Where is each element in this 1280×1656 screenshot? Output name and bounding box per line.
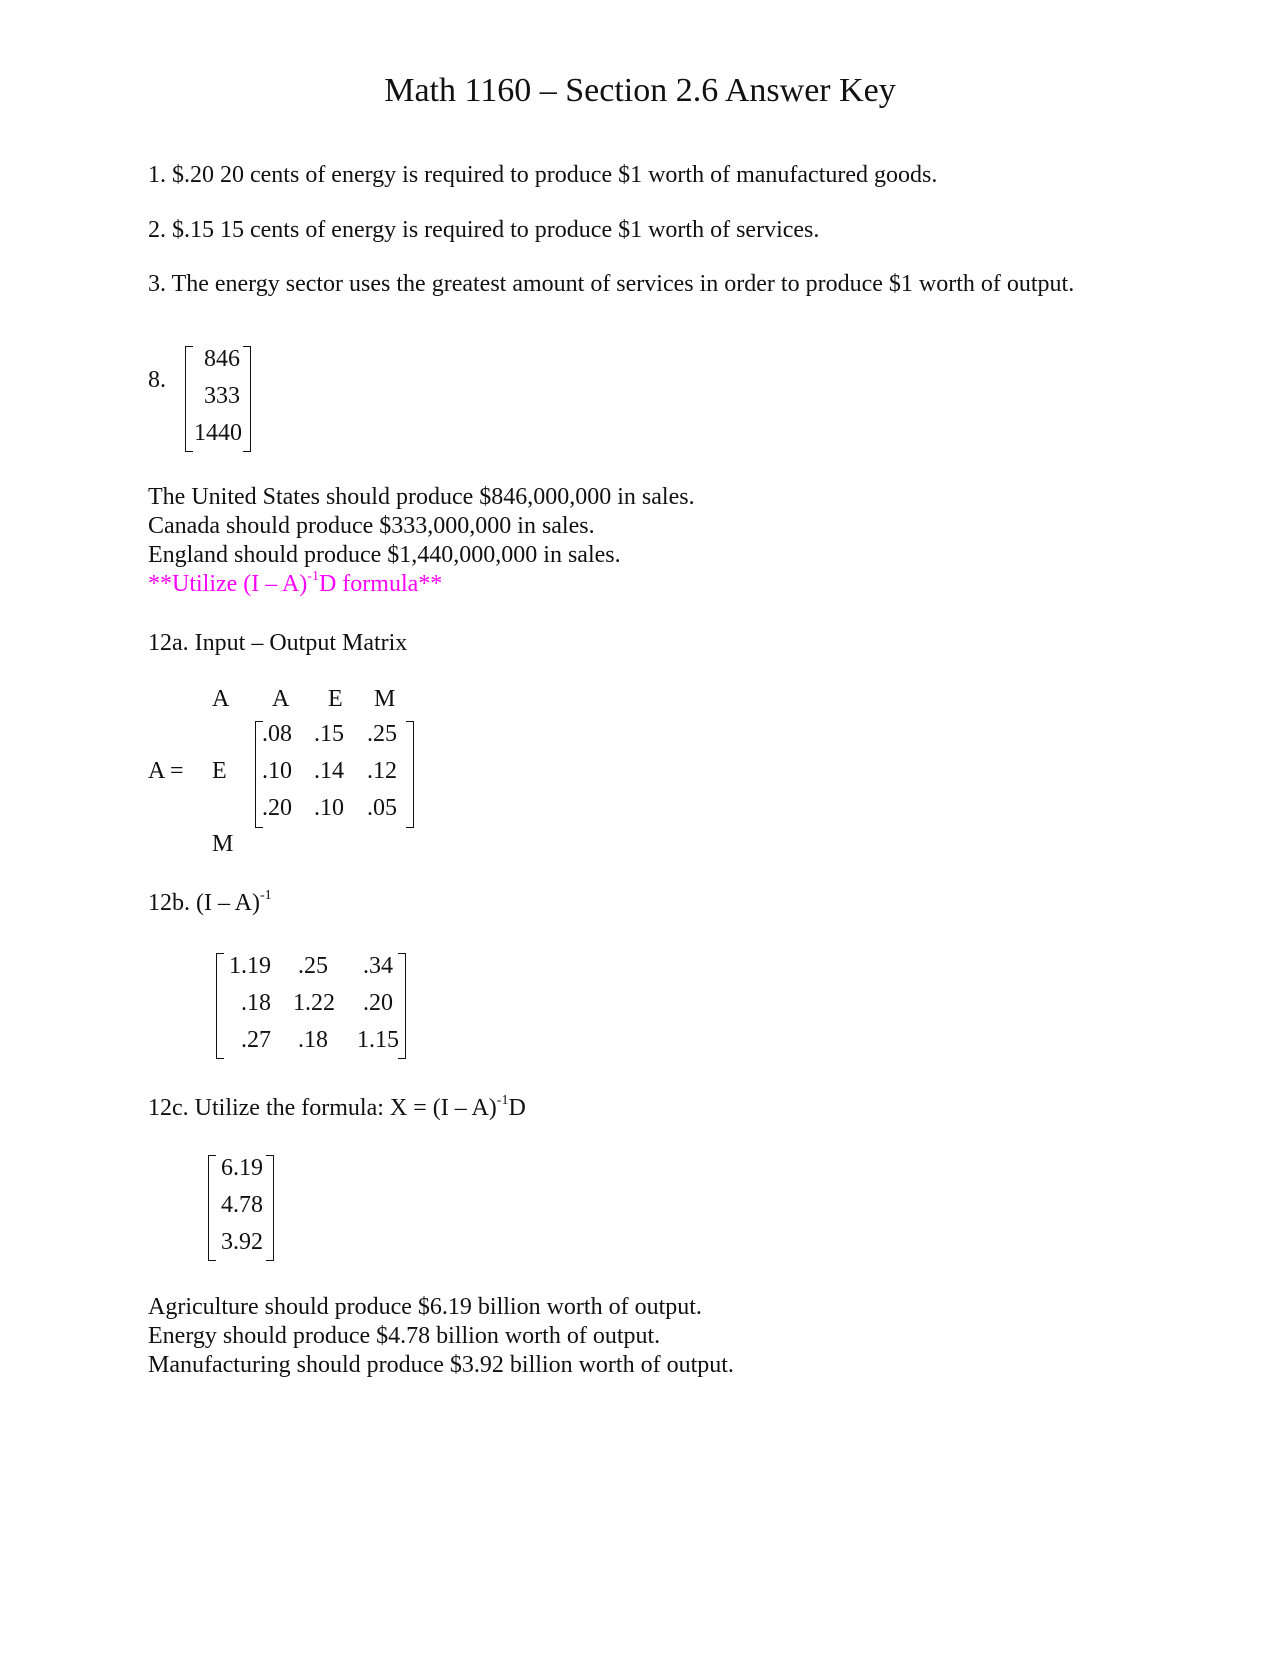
q8-matrix — [185, 346, 251, 452]
col-label-e: E — [328, 686, 343, 712]
matrix-cell: .34 — [363, 953, 393, 979]
matrix-cell: 846 — [204, 346, 240, 372]
row-label-a-top: A — [212, 686, 230, 712]
matrix-cell: .25 — [367, 721, 397, 747]
row-label-m: M — [212, 831, 234, 857]
matrix-cell: .14 — [314, 758, 344, 784]
matrix-cell: 1.22 — [293, 990, 335, 1016]
q12a-matrix — [255, 721, 414, 828]
matrix-cell: 333 — [204, 383, 240, 409]
matrix-cell: .12 — [367, 758, 397, 784]
matrix-cell: .10 — [314, 795, 344, 821]
matrix-cell: .15 — [314, 721, 344, 747]
answer-3: 3. The energy sector uses the greatest amount of services in order to produce $1 worth of output. — [148, 271, 1075, 297]
matrix-cell: 6.19 — [221, 1155, 263, 1181]
q12c-matrix — [208, 1155, 274, 1261]
matrix-cell: .25 — [298, 953, 328, 979]
q12b-matrix — [216, 953, 406, 1059]
q12c-line-energy: Energy should produce $4.78 billion worth of output. — [148, 1323, 661, 1349]
col-label-a: A — [272, 686, 290, 712]
matrix-cell: .08 — [262, 721, 292, 747]
q12c-line-manufacturing: Manufacturing should produce $3.92 billion worth of output. — [148, 1352, 734, 1378]
q8-line-england: England should produce $1,440,000,000 in sales. — [148, 542, 621, 568]
matrix-cell: 1.15 — [357, 1027, 399, 1053]
matrix-cell: .20 — [363, 990, 393, 1016]
page-title: Math 1160 – Section 2.6 Answer Key — [384, 72, 896, 109]
matrix-cell: .27 — [241, 1027, 271, 1053]
answer-2: 2. $.15 15 cents of energy is required to produce $1 worth of services. — [148, 217, 820, 243]
col-label-m: M — [374, 686, 396, 712]
q12c-line-agriculture: Agriculture should produce $6.19 billion worth of output. — [148, 1294, 702, 1320]
matrix-cell: .18 — [241, 990, 271, 1016]
q8-line-canada: Canada should produce $333,000,000 in sales. — [148, 513, 595, 539]
q12a-heading: 12a. Input – Output Matrix — [148, 630, 408, 656]
a-equals: A = — [148, 758, 184, 784]
q12c-heading: 12c. Utilize the formula: X = (I – A)$^{-1}$D — [148, 1093, 526, 1121]
matrix-cell: .20 — [262, 795, 292, 821]
matrix-cell: .05 — [367, 795, 397, 821]
q8-label: 8. — [148, 367, 166, 393]
answer-1: 1. $.20 20 cents of energy is required to produce $1 worth of manufactured goods. — [148, 162, 938, 188]
q8-formula-note: **Utilize (I – A)$^{-1}$D formula** — [148, 569, 443, 597]
matrix-cell: 4.78 — [221, 1192, 263, 1218]
matrix-cell: .18 — [298, 1027, 328, 1053]
matrix-cell: 1440 — [194, 420, 242, 446]
q8-line-us: The United States should produce $846,000,000 in sales. — [148, 484, 695, 510]
q12b-heading: 12b. (I – A)$^{-1}$ — [148, 888, 272, 916]
row-label-e: E — [212, 758, 227, 784]
matrix-cell: .10 — [262, 758, 292, 784]
matrix-cell: 1.19 — [229, 953, 271, 979]
matrix-cell: 3.92 — [221, 1229, 263, 1255]
